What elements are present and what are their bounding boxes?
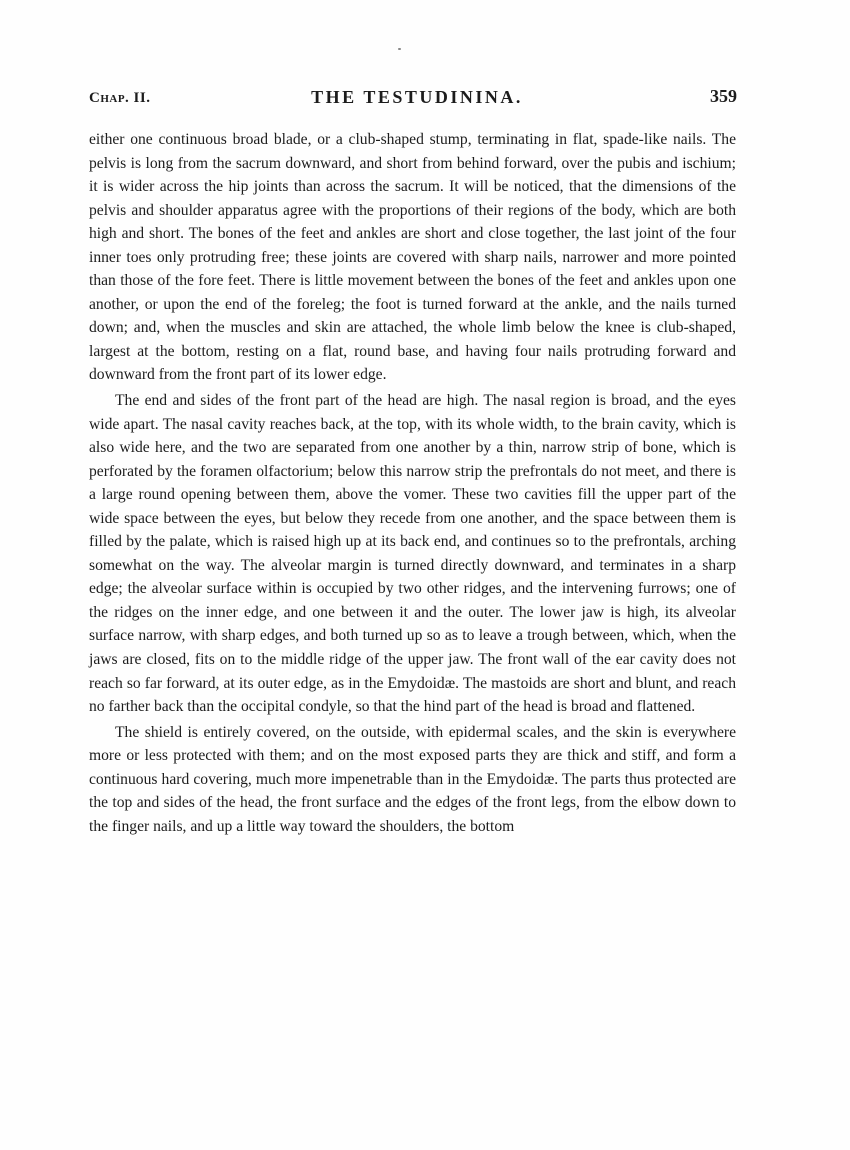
- paragraph-continued: either one continuous broad blade, or a club-shaped stump, terminating in flat, spade-like nails. The pelvis is long from the sacrum downward, and short from behind forward, over the pubis and ischium; it is wider across the hip joints than across the sacrum. It will be noticed, that the dimensions of the pelvis and shoulder apparatus agree with the proportions of their regions of the body, which are both high and short. The bones of the feet and ankles are short and close together, the last joint of the four inner toes only protruding free; these joints are covered with sharp nails, narrower and more pointed than those of the fore feet. There is little movement between the bones of the feet and ankles upon one another, or upon the end of the foreleg; the foot is turned forward at the ankle, and the nails turned down; and, when the muscles and skin are attached, the whole limb below the knee is club-shaped, largest at the bottom, resting on a flat, round base, and having four nails protruding forward and downward from the front part of its lower edge.: [89, 131, 736, 384]
- running-title: THE TESTUDININA.: [311, 87, 523, 107]
- page-number: 359: [710, 86, 737, 106]
- running-header: [89, 86, 737, 112]
- paragraph-head-anatomy: The end and sides of the front part of the head are high. The nasal region is broad, and the eyes wide apart. The nasal cavity reaches back, at the top, with its whole width, to the brain cavity, which is also wide here, and the two are separated from one another by a thin, narrow strip of bone, which is perforated by the foramen olfactorium; below this narrow strip the prefrontals do not meet, and there is a large round opening between them, above the vomer. These two cavities fill the upper part of the wide space between the eyes, but below they recede from one another, and the space between them is filled by the palate, which is raised high up at its back end, and continues so to the prefrontals, arching somewhat on the way. The alveolar margin is turned directly downward, and terminates in a sharp edge; the alveolar surface within is occupied by two other ridges, and the intervening furrows; one of the ridges on the inner edge, and one between it and the outer. The lower jaw is high, its alveolar surface narrow, with sharp edges, and both turned up so as to leave a trough between, which, when the jaws are closed, fits on to the middle ridge of the upper jaw. The front wall of the ear cavity does not reach so far forward, at its outer edge, as in the Emydoidæ. The mastoids are short and blunt, and reach no farther back than the occipital condyle, so that the hind part of the head is broad and flattened.: [89, 392, 736, 716]
- chapter-label: Chap. II.: [89, 90, 151, 106]
- body-text: [89, 128, 736, 840]
- page-speck: [398, 48, 401, 50]
- paragraph-shield-scales: The shield is entirely covered, on the outside, with epidermal scales, and the skin is everywhere more or less protected with them; and on the most exposed parts they are thick and stiff, and form a continuous hard covering, much more impenetrable than in the Emydoidæ. The parts thus protected are the top and sides of the head, the front surface and the edges of the front legs, from the elbow down to the finger nails, and up a little way toward the shoulders, the bottom: [89, 723, 736, 835]
